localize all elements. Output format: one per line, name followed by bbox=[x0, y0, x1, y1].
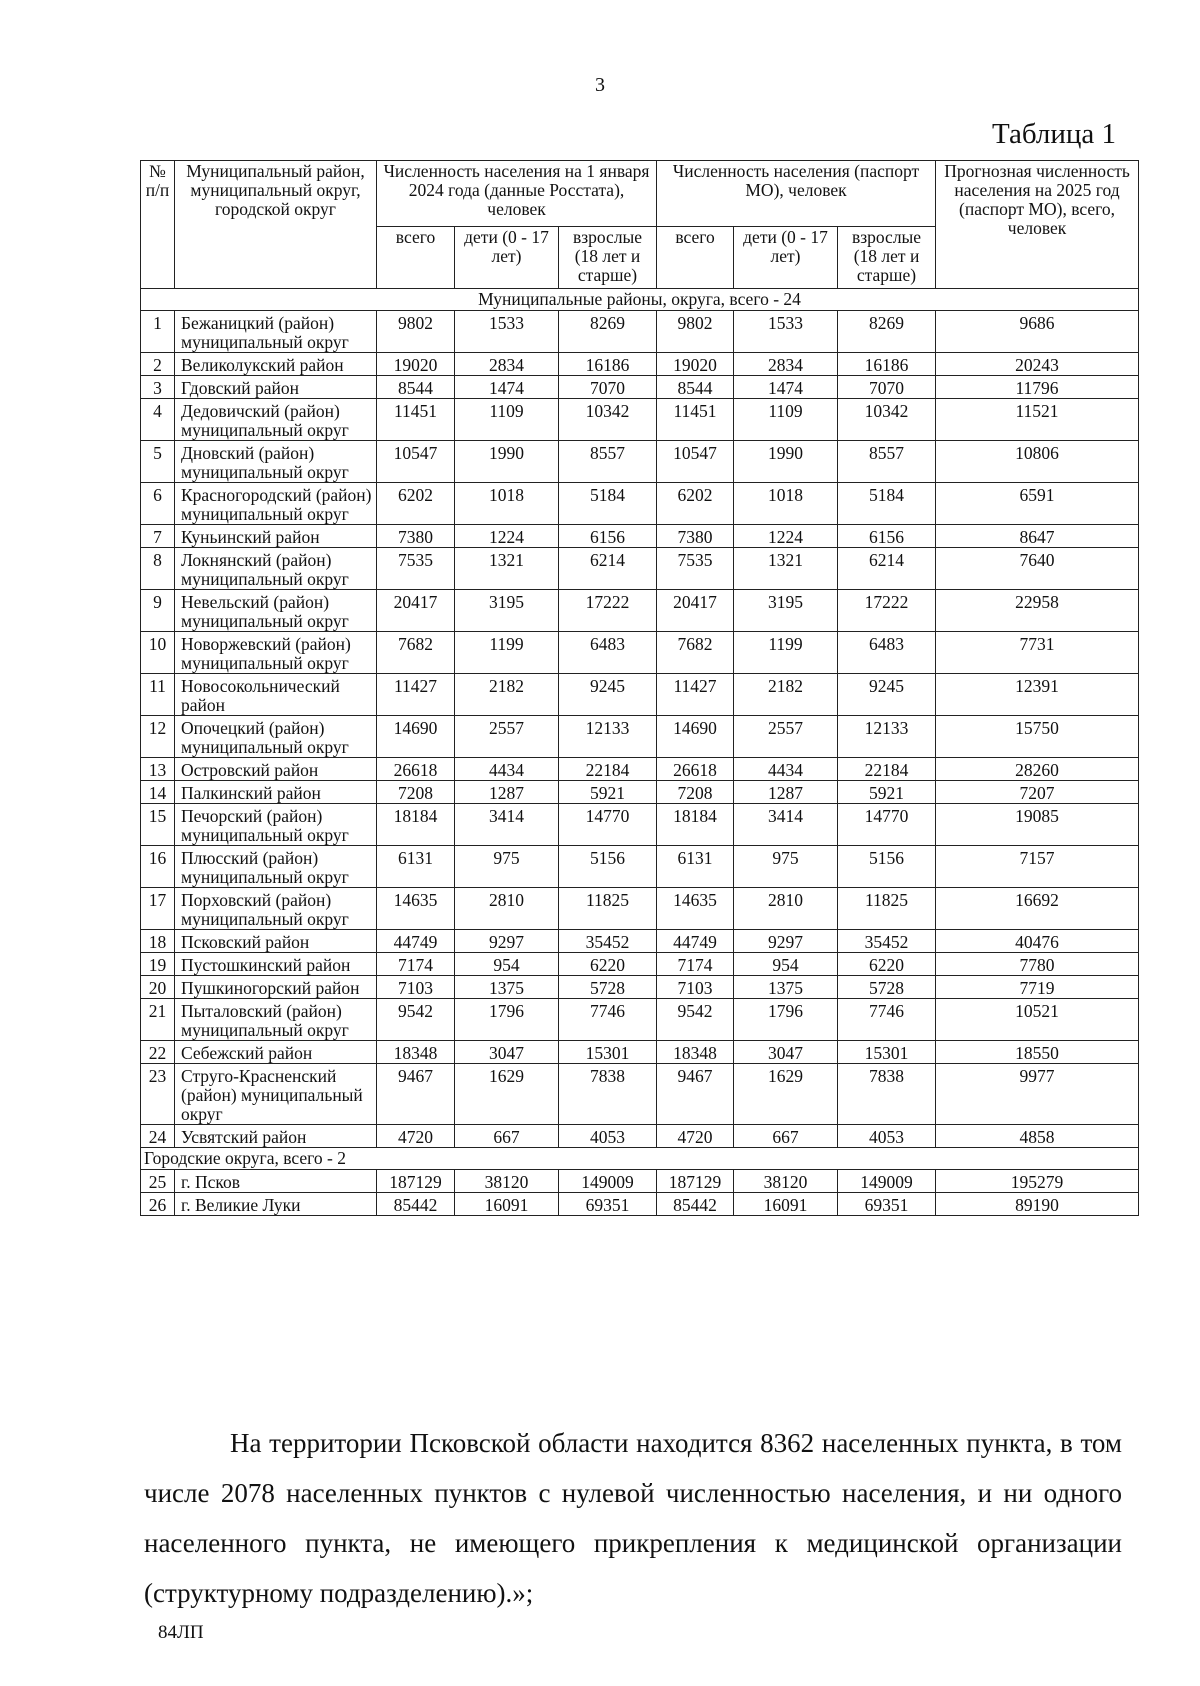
cell-p-children: 1629 bbox=[734, 1064, 838, 1125]
cell-p-adults: 6483 bbox=[838, 632, 936, 674]
population-table bbox=[140, 160, 1139, 1216]
cell-n: 25 bbox=[141, 1170, 175, 1193]
cell-r-children: 1990 bbox=[455, 441, 559, 483]
cell-name: Псковский район bbox=[175, 930, 377, 953]
cell-n: 18 bbox=[141, 930, 175, 953]
cell-p-children: 1474 bbox=[734, 376, 838, 399]
header-forecast: Прогнозная численность населения на 2025 год (паспорт МО), всего, человек bbox=[936, 161, 1139, 289]
cell-n: 22 bbox=[141, 1041, 175, 1064]
cell-r-total: 7208 bbox=[377, 781, 455, 804]
cell-name: г. Великие Луки bbox=[175, 1193, 377, 1216]
cell-r-children: 667 bbox=[455, 1125, 559, 1148]
cell-forecast: 10521 bbox=[936, 999, 1139, 1041]
cell-n: 8 bbox=[141, 548, 175, 590]
cell-n: 2 bbox=[141, 353, 175, 376]
urban-section bbox=[141, 1148, 1139, 1216]
cell-p-adults: 22184 bbox=[838, 758, 936, 781]
cell-forecast: 7731 bbox=[936, 632, 1139, 674]
cell-p-total: 14690 bbox=[657, 716, 734, 758]
cell-r-total: 187129 bbox=[377, 1170, 455, 1193]
cell-n: 23 bbox=[141, 1064, 175, 1125]
cell-p-total: 6131 bbox=[657, 846, 734, 888]
cell-r-adults: 15301 bbox=[559, 1041, 657, 1064]
table-row bbox=[141, 441, 1139, 483]
population-table-container bbox=[140, 160, 1138, 1216]
cell-forecast: 9686 bbox=[936, 311, 1139, 353]
cell-p-total: 18184 bbox=[657, 804, 734, 846]
cell-name: Пустошкинский район bbox=[175, 953, 377, 976]
cell-name: Островский район bbox=[175, 758, 377, 781]
cell-name: Пушкиногорский район bbox=[175, 976, 377, 999]
cell-r-total: 7174 bbox=[377, 953, 455, 976]
cell-r-total: 7103 bbox=[377, 976, 455, 999]
cell-p-adults: 10342 bbox=[838, 399, 936, 441]
cell-name: Порховский (район) муниципальный округ bbox=[175, 888, 377, 930]
cell-n: 1 bbox=[141, 311, 175, 353]
cell-r-total: 9467 bbox=[377, 1064, 455, 1125]
cell-p-total: 44749 bbox=[657, 930, 734, 953]
cell-r-total: 14690 bbox=[377, 716, 455, 758]
cell-name: Пыталовский (район) муниципальный округ bbox=[175, 999, 377, 1041]
table-row bbox=[141, 590, 1139, 632]
cell-p-children: 4434 bbox=[734, 758, 838, 781]
header-passport-total: всего bbox=[657, 227, 734, 289]
table-row bbox=[141, 1193, 1139, 1216]
cell-r-adults: 12133 bbox=[559, 716, 657, 758]
cell-name: Печорский (район) муниципальный округ bbox=[175, 804, 377, 846]
cell-p-total: 18348 bbox=[657, 1041, 734, 1064]
cell-p-total: 11427 bbox=[657, 674, 734, 716]
cell-p-total: 8544 bbox=[657, 376, 734, 399]
cell-p-adults: 7746 bbox=[838, 999, 936, 1041]
cell-p-adults: 5728 bbox=[838, 976, 936, 999]
cell-r-total: 26618 bbox=[377, 758, 455, 781]
cell-name: Локнянский (район) муниципальный округ bbox=[175, 548, 377, 590]
cell-forecast: 7207 bbox=[936, 781, 1139, 804]
cell-n: 16 bbox=[141, 846, 175, 888]
cell-n: 21 bbox=[141, 999, 175, 1041]
table-row bbox=[141, 483, 1139, 525]
cell-p-total: 14635 bbox=[657, 888, 734, 930]
cell-r-adults: 9245 bbox=[559, 674, 657, 716]
cell-forecast: 9977 bbox=[936, 1064, 1139, 1125]
cell-r-adults: 5184 bbox=[559, 483, 657, 525]
cell-name: Новосокольнический район bbox=[175, 674, 377, 716]
cell-r-total: 18184 bbox=[377, 804, 455, 846]
cell-p-total: 4720 bbox=[657, 1125, 734, 1148]
cell-r-children: 4434 bbox=[455, 758, 559, 781]
cell-p-adults: 4053 bbox=[838, 1125, 936, 1148]
header-passport-adults: взрослые (18 лет и старше) bbox=[838, 227, 936, 289]
cell-p-children: 1287 bbox=[734, 781, 838, 804]
cell-p-adults: 8269 bbox=[838, 311, 936, 353]
cell-r-total: 14635 bbox=[377, 888, 455, 930]
cell-p-total: 85442 bbox=[657, 1193, 734, 1216]
cell-n: 3 bbox=[141, 376, 175, 399]
cell-r-adults: 6214 bbox=[559, 548, 657, 590]
cell-n: 13 bbox=[141, 758, 175, 781]
table-row bbox=[141, 353, 1139, 376]
cell-r-total: 6131 bbox=[377, 846, 455, 888]
cell-r-children: 9297 bbox=[455, 930, 559, 953]
cell-name: Куньинский район bbox=[175, 525, 377, 548]
cell-forecast: 18550 bbox=[936, 1041, 1139, 1064]
table-row bbox=[141, 1041, 1139, 1064]
cell-r-children: 975 bbox=[455, 846, 559, 888]
cell-name: Плюсский (район) муниципальный округ bbox=[175, 846, 377, 888]
cell-p-total: 7380 bbox=[657, 525, 734, 548]
cell-p-total: 9542 bbox=[657, 999, 734, 1041]
cell-r-total: 7682 bbox=[377, 632, 455, 674]
cell-p-total: 20417 bbox=[657, 590, 734, 632]
cell-n: 9 bbox=[141, 590, 175, 632]
table-row bbox=[141, 1170, 1139, 1193]
cell-forecast: 11796 bbox=[936, 376, 1139, 399]
cell-forecast: 7157 bbox=[936, 846, 1139, 888]
table-header-row-1 bbox=[141, 161, 1139, 227]
cell-p-adults: 5156 bbox=[838, 846, 936, 888]
table-row bbox=[141, 716, 1139, 758]
header-passport-children: дети (0 - 17 лет) bbox=[734, 227, 838, 289]
cell-p-children: 2834 bbox=[734, 353, 838, 376]
cell-n: 20 bbox=[141, 976, 175, 999]
cell-p-adults: 69351 bbox=[838, 1193, 936, 1216]
header-district: Муниципальный район, муниципальный округ, городской округ bbox=[175, 161, 377, 289]
cell-p-children: 16091 bbox=[734, 1193, 838, 1216]
table-row bbox=[141, 758, 1139, 781]
cell-r-total: 19020 bbox=[377, 353, 455, 376]
cell-r-adults: 5728 bbox=[559, 976, 657, 999]
table-row bbox=[141, 311, 1139, 353]
cell-name: Струго-Красненский (район) муниципальный округ bbox=[175, 1064, 377, 1125]
cell-r-total: 20417 bbox=[377, 590, 455, 632]
cell-r-total: 7535 bbox=[377, 548, 455, 590]
section-header-row bbox=[141, 1148, 1139, 1170]
cell-p-children: 667 bbox=[734, 1125, 838, 1148]
cell-r-total: 6202 bbox=[377, 483, 455, 525]
cell-forecast: 6591 bbox=[936, 483, 1139, 525]
cell-forecast: 40476 bbox=[936, 930, 1139, 953]
section-urban-label: Городские округа, всего - 2 bbox=[141, 1148, 1139, 1170]
cell-r-adults: 8557 bbox=[559, 441, 657, 483]
cell-p-total: 9802 bbox=[657, 311, 734, 353]
cell-r-children: 2557 bbox=[455, 716, 559, 758]
cell-r-children: 3047 bbox=[455, 1041, 559, 1064]
cell-forecast: 28260 bbox=[936, 758, 1139, 781]
cell-n: 6 bbox=[141, 483, 175, 525]
cell-forecast: 15750 bbox=[936, 716, 1139, 758]
table-row bbox=[141, 976, 1139, 999]
cell-n: 19 bbox=[141, 953, 175, 976]
table-caption: Таблица 1 bbox=[991, 118, 1116, 150]
cell-forecast: 8647 bbox=[936, 525, 1139, 548]
cell-r-adults: 4053 bbox=[559, 1125, 657, 1148]
municipal-section bbox=[141, 289, 1139, 1148]
cell-n: 26 bbox=[141, 1193, 175, 1216]
cell-p-adults: 6220 bbox=[838, 953, 936, 976]
cell-r-total: 9542 bbox=[377, 999, 455, 1041]
cell-p-children: 1224 bbox=[734, 525, 838, 548]
cell-p-children: 1796 bbox=[734, 999, 838, 1041]
cell-p-adults: 14770 bbox=[838, 804, 936, 846]
cell-r-adults: 7070 bbox=[559, 376, 657, 399]
cell-r-children: 1224 bbox=[455, 525, 559, 548]
cell-p-adults: 15301 bbox=[838, 1041, 936, 1064]
cell-p-children: 38120 bbox=[734, 1170, 838, 1193]
table-row bbox=[141, 888, 1139, 930]
cell-r-adults: 7838 bbox=[559, 1064, 657, 1125]
cell-r-children: 1109 bbox=[455, 399, 559, 441]
cell-r-children: 16091 bbox=[455, 1193, 559, 1216]
table-row bbox=[141, 376, 1139, 399]
cell-name: Бежаницкий (район) муниципальный округ bbox=[175, 311, 377, 353]
cell-r-adults: 17222 bbox=[559, 590, 657, 632]
cell-n: 15 bbox=[141, 804, 175, 846]
cell-p-children: 9297 bbox=[734, 930, 838, 953]
cell-name: Гдовский район bbox=[175, 376, 377, 399]
cell-r-total: 85442 bbox=[377, 1193, 455, 1216]
cell-p-children: 2557 bbox=[734, 716, 838, 758]
cell-r-children: 3195 bbox=[455, 590, 559, 632]
cell-name: Палкинский район bbox=[175, 781, 377, 804]
cell-r-children: 2810 bbox=[455, 888, 559, 930]
table-row bbox=[141, 804, 1139, 846]
cell-p-children: 1990 bbox=[734, 441, 838, 483]
cell-forecast: 19085 bbox=[936, 804, 1139, 846]
cell-name: Невельский (район) муниципальный округ bbox=[175, 590, 377, 632]
cell-p-adults: 16186 bbox=[838, 353, 936, 376]
cell-p-children: 1375 bbox=[734, 976, 838, 999]
cell-forecast: 22958 bbox=[936, 590, 1139, 632]
cell-r-children: 1375 bbox=[455, 976, 559, 999]
cell-r-adults: 7746 bbox=[559, 999, 657, 1041]
cell-p-adults: 6214 bbox=[838, 548, 936, 590]
cell-n: 10 bbox=[141, 632, 175, 674]
cell-r-total: 11427 bbox=[377, 674, 455, 716]
cell-r-children: 1474 bbox=[455, 376, 559, 399]
cell-p-adults: 35452 bbox=[838, 930, 936, 953]
cell-r-children: 954 bbox=[455, 953, 559, 976]
cell-p-children: 954 bbox=[734, 953, 838, 976]
cell-p-adults: 5921 bbox=[838, 781, 936, 804]
cell-p-total: 9467 bbox=[657, 1064, 734, 1125]
cell-r-children: 1199 bbox=[455, 632, 559, 674]
cell-r-children: 1533 bbox=[455, 311, 559, 353]
table-row bbox=[141, 632, 1139, 674]
cell-name: Дедовичский (район) муниципальный округ bbox=[175, 399, 377, 441]
cell-p-children: 1321 bbox=[734, 548, 838, 590]
cell-r-adults: 10342 bbox=[559, 399, 657, 441]
cell-r-children: 2182 bbox=[455, 674, 559, 716]
cell-n: 12 bbox=[141, 716, 175, 758]
header-rosstat-group: Численность населения на 1 января 2024 года (данные Росстата), человек bbox=[377, 161, 657, 227]
cell-forecast: 11521 bbox=[936, 399, 1139, 441]
header-rosstat-children: дети (0 - 17 лет) bbox=[455, 227, 559, 289]
section-header-row bbox=[141, 289, 1139, 311]
header-rosstat-total: всего bbox=[377, 227, 455, 289]
cell-r-children: 2834 bbox=[455, 353, 559, 376]
cell-n: 14 bbox=[141, 781, 175, 804]
cell-n: 24 bbox=[141, 1125, 175, 1148]
cell-p-adults: 5184 bbox=[838, 483, 936, 525]
table-row bbox=[141, 674, 1139, 716]
cell-p-children: 3195 bbox=[734, 590, 838, 632]
cell-r-children: 1629 bbox=[455, 1064, 559, 1125]
cell-p-children: 1018 bbox=[734, 483, 838, 525]
cell-name: Опочецкий (район) муниципальный округ bbox=[175, 716, 377, 758]
cell-r-adults: 149009 bbox=[559, 1170, 657, 1193]
cell-r-total: 4720 bbox=[377, 1125, 455, 1148]
cell-r-adults: 6483 bbox=[559, 632, 657, 674]
cell-p-children: 1533 bbox=[734, 311, 838, 353]
cell-p-total: 11451 bbox=[657, 399, 734, 441]
summary-paragraph bbox=[144, 1418, 1122, 1618]
table-row bbox=[141, 548, 1139, 590]
cell-name: Усвятский район bbox=[175, 1125, 377, 1148]
cell-forecast: 195279 bbox=[936, 1170, 1139, 1193]
cell-p-total: 7208 bbox=[657, 781, 734, 804]
cell-n: 17 bbox=[141, 888, 175, 930]
cell-p-children: 2810 bbox=[734, 888, 838, 930]
table-row bbox=[141, 846, 1139, 888]
cell-r-adults: 14770 bbox=[559, 804, 657, 846]
cell-p-children: 975 bbox=[734, 846, 838, 888]
table-row bbox=[141, 930, 1139, 953]
page-number: 3 bbox=[595, 74, 605, 96]
cell-r-adults: 35452 bbox=[559, 930, 657, 953]
cell-r-children: 1287 bbox=[455, 781, 559, 804]
cell-r-children: 38120 bbox=[455, 1170, 559, 1193]
header-rosstat-adults: взрослые (18 лет и старше) bbox=[559, 227, 657, 289]
cell-r-children: 1321 bbox=[455, 548, 559, 590]
cell-forecast: 10806 bbox=[936, 441, 1139, 483]
cell-p-total: 7535 bbox=[657, 548, 734, 590]
cell-p-adults: 8557 bbox=[838, 441, 936, 483]
cell-p-children: 1199 bbox=[734, 632, 838, 674]
cell-n: 4 bbox=[141, 399, 175, 441]
cell-r-adults: 6220 bbox=[559, 953, 657, 976]
cell-name: Красногородский (район) муниципальный округ bbox=[175, 483, 377, 525]
cell-name: Великолукский район bbox=[175, 353, 377, 376]
cell-p-children: 3414 bbox=[734, 804, 838, 846]
cell-p-total: 7103 bbox=[657, 976, 734, 999]
cell-r-children: 1796 bbox=[455, 999, 559, 1041]
cell-forecast: 20243 bbox=[936, 353, 1139, 376]
cell-p-adults: 7838 bbox=[838, 1064, 936, 1125]
cell-forecast: 16692 bbox=[936, 888, 1139, 930]
table-row bbox=[141, 1064, 1139, 1125]
cell-p-total: 10547 bbox=[657, 441, 734, 483]
cell-p-children: 2182 bbox=[734, 674, 838, 716]
cell-forecast: 4858 bbox=[936, 1125, 1139, 1148]
cell-forecast: 7640 bbox=[936, 548, 1139, 590]
cell-n: 11 bbox=[141, 674, 175, 716]
cell-p-adults: 12133 bbox=[838, 716, 936, 758]
cell-r-adults: 16186 bbox=[559, 353, 657, 376]
cell-r-adults: 22184 bbox=[559, 758, 657, 781]
cell-r-children: 3414 bbox=[455, 804, 559, 846]
header-num: № п/п bbox=[141, 161, 175, 289]
cell-p-adults: 7070 bbox=[838, 376, 936, 399]
cell-p-total: 6202 bbox=[657, 483, 734, 525]
header-passport-group: Численность населения (паспорт МО), человек bbox=[657, 161, 936, 227]
cell-r-total: 11451 bbox=[377, 399, 455, 441]
cell-r-total: 8544 bbox=[377, 376, 455, 399]
cell-r-total: 10547 bbox=[377, 441, 455, 483]
cell-p-adults: 6156 bbox=[838, 525, 936, 548]
cell-r-total: 7380 bbox=[377, 525, 455, 548]
table-row bbox=[141, 781, 1139, 804]
cell-forecast: 7780 bbox=[936, 953, 1139, 976]
table-row bbox=[141, 999, 1139, 1041]
table-row bbox=[141, 953, 1139, 976]
cell-forecast: 12391 bbox=[936, 674, 1139, 716]
summary-paragraph-text: На территории Псковской области находится 8362 населенных пункта, в том числе 2078 населенных пунктов с нулевой численностью населения, и ни одного населенного пункта, не имеющего прикрепления к медицинской организации (структурному подразделению).»; bbox=[144, 1428, 1122, 1608]
cell-p-total: 19020 bbox=[657, 353, 734, 376]
cell-p-total: 187129 bbox=[657, 1170, 734, 1193]
cell-p-children: 1109 bbox=[734, 399, 838, 441]
cell-n: 7 bbox=[141, 525, 175, 548]
cell-p-children: 3047 bbox=[734, 1041, 838, 1064]
cell-p-adults: 17222 bbox=[838, 590, 936, 632]
cell-name: Дновский (район) муниципальный округ bbox=[175, 441, 377, 483]
table-row bbox=[141, 525, 1139, 548]
cell-name: г. Псков bbox=[175, 1170, 377, 1193]
cell-r-adults: 5156 bbox=[559, 846, 657, 888]
cell-r-adults: 8269 bbox=[559, 311, 657, 353]
cell-p-adults: 11825 bbox=[838, 888, 936, 930]
cell-p-total: 7174 bbox=[657, 953, 734, 976]
cell-p-total: 26618 bbox=[657, 758, 734, 781]
cell-r-adults: 69351 bbox=[559, 1193, 657, 1216]
cell-forecast: 7719 bbox=[936, 976, 1139, 999]
cell-r-adults: 5921 bbox=[559, 781, 657, 804]
cell-r-adults: 11825 bbox=[559, 888, 657, 930]
cell-name: Себежский район bbox=[175, 1041, 377, 1064]
cell-r-total: 44749 bbox=[377, 930, 455, 953]
table-row bbox=[141, 1125, 1139, 1148]
cell-p-total: 7682 bbox=[657, 632, 734, 674]
cell-name: Новоржевский (район) муниципальный округ bbox=[175, 632, 377, 674]
cell-p-adults: 9245 bbox=[838, 674, 936, 716]
cell-p-adults: 149009 bbox=[838, 1170, 936, 1193]
table-row bbox=[141, 399, 1139, 441]
cell-r-children: 1018 bbox=[455, 483, 559, 525]
cell-forecast: 89190 bbox=[936, 1193, 1139, 1216]
cell-r-total: 18348 bbox=[377, 1041, 455, 1064]
footer-code: 84ЛП bbox=[158, 1622, 204, 1643]
cell-n: 5 bbox=[141, 441, 175, 483]
section-municipal-label: Муниципальные районы, округа, всего - 24 bbox=[141, 289, 1139, 311]
cell-r-total: 9802 bbox=[377, 311, 455, 353]
cell-r-adults: 6156 bbox=[559, 525, 657, 548]
